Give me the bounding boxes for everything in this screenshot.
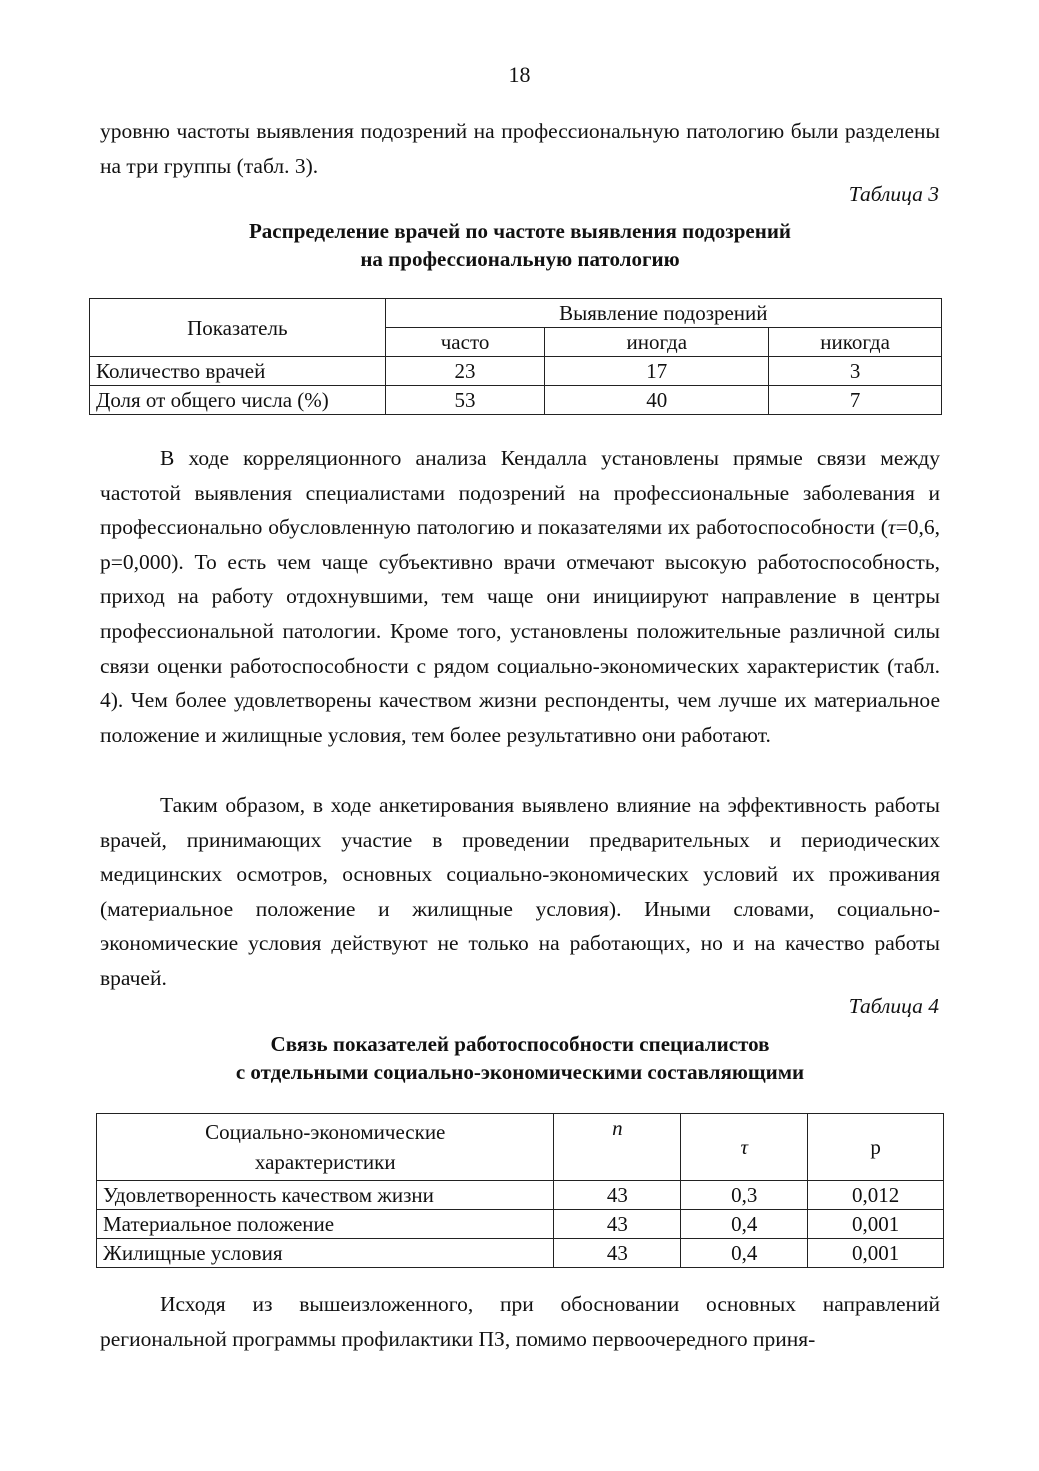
tau-symbol: τ: [887, 515, 896, 540]
table4-cell-n: 43: [554, 1181, 681, 1210]
table3-cell: 53: [385, 386, 545, 415]
table4-title: [100, 1030, 940, 1086]
table3-title-line2: на профессиональную патологию: [360, 247, 680, 271]
table3-cell: 17: [545, 357, 769, 386]
table3-col-never: никогда: [769, 328, 942, 357]
table4-cell-p: 0,001: [808, 1239, 944, 1268]
table4-cell-n: 43: [554, 1210, 681, 1239]
table-row: [90, 386, 942, 415]
table3-col-sometimes: иногда: [545, 328, 769, 357]
table4-row-label: Жилищные условия: [97, 1239, 554, 1268]
table4: [96, 1113, 944, 1268]
table3-row-label: Доля от общего числа (%): [90, 386, 386, 415]
table4-cell-p: 0,012: [808, 1181, 944, 1210]
table3-cell: 7: [769, 386, 942, 415]
table-row: [97, 1210, 944, 1239]
table4-header-char-line2: характеристики: [254, 1150, 396, 1174]
table4-cell-tau: 0,4: [681, 1210, 808, 1239]
paragraph-conclusion: Таким образом, в ходе анкетирования выявлено влияние на эффективность работы врачей, принимающих участие в проведении предварительных и периодических медицинских осмотров, основных социально-экономических условий их проживания (материальное положение и жилищные условия). Иными словами, социально-экономические условия действуют не только на работающих, но и на качество работы врачей.: [100, 793, 940, 990]
paragraph-kendall: [100, 441, 940, 752]
table3-cell: 3: [769, 357, 942, 386]
table4-cell-tau: 0,3: [681, 1181, 808, 1210]
table4-header-n: n: [554, 1114, 681, 1181]
table4-row-label: Материальное положение: [97, 1210, 554, 1239]
paragraph-kendall-part2: =0,6, р=0,000). То есть чем чаще субъективно врачи отмечают высокую работоспособность, приход на работу отдохнувшими, тем чаще они инициируют направление в центры профессиональной патологии. Кроме того, установлены положительные различной силы связи оценки работоспособности с рядом социально-экономических характеристик (табл. 4). Чем более удовлетворены качеством жизни респонденты, чем лучше их материальное положение и жилищные условия, тем более результативно они работают.: [100, 515, 940, 747]
paragraph-intro: уровню частоты выявления подозрений на профессиональную патологию были разделены на три группы (табл. 3).: [100, 119, 940, 178]
table4-row-label: Удовлетворенность качеством жизни: [97, 1181, 554, 1210]
table-row: [97, 1181, 944, 1210]
table4-cell-tau: 0,4: [681, 1239, 808, 1268]
table-row: [97, 1239, 944, 1268]
table3-cell: 23: [385, 357, 545, 386]
table4-header-characteristics: [97, 1114, 554, 1181]
table3-header-indicator: Показатель: [90, 299, 386, 357]
table4-title-line2: с отдельными социально-экономическими составляющими: [235, 1060, 805, 1084]
table3-label: Таблица 3: [848, 182, 939, 206]
table3-row-label: Количество врачей: [90, 357, 386, 386]
page-number: 18: [508, 62, 531, 87]
paragraph-final: Исходя из вышеизложенного, при обосновании основных направлений региональной программы профилактики ПЗ, помимо первоочередного приня-: [100, 1292, 940, 1351]
table4-title-line1: Связь показателей работоспособности специалистов: [270, 1032, 770, 1056]
table4-header-p: р: [808, 1114, 944, 1181]
table4-header-char-line1: Социально-экономические: [205, 1120, 446, 1144]
table4-cell-n: 43: [554, 1239, 681, 1268]
table3-title-line1: Распределение врачей по частоте выявления подозрений: [248, 219, 792, 243]
paragraph-kendall-part1: В ходе корреляционного анализа Кендалла установлены прямые связи между частотой выявления специалистами подозрений на профессиональные заболевания и профессионально обусловленную патологию и показателями их работоспособности (: [100, 446, 940, 540]
table4-header-tau: τ: [681, 1114, 808, 1181]
table3-header-group: Выявление подозрений: [385, 299, 941, 328]
table3-cell: 40: [545, 386, 769, 415]
table-row: [90, 357, 942, 386]
table3-col-often: часто: [385, 328, 545, 357]
table3: [89, 298, 942, 415]
table4-cell-p: 0,001: [808, 1210, 944, 1239]
table3-title: [100, 217, 940, 273]
table4-label: Таблица 4: [848, 994, 939, 1018]
